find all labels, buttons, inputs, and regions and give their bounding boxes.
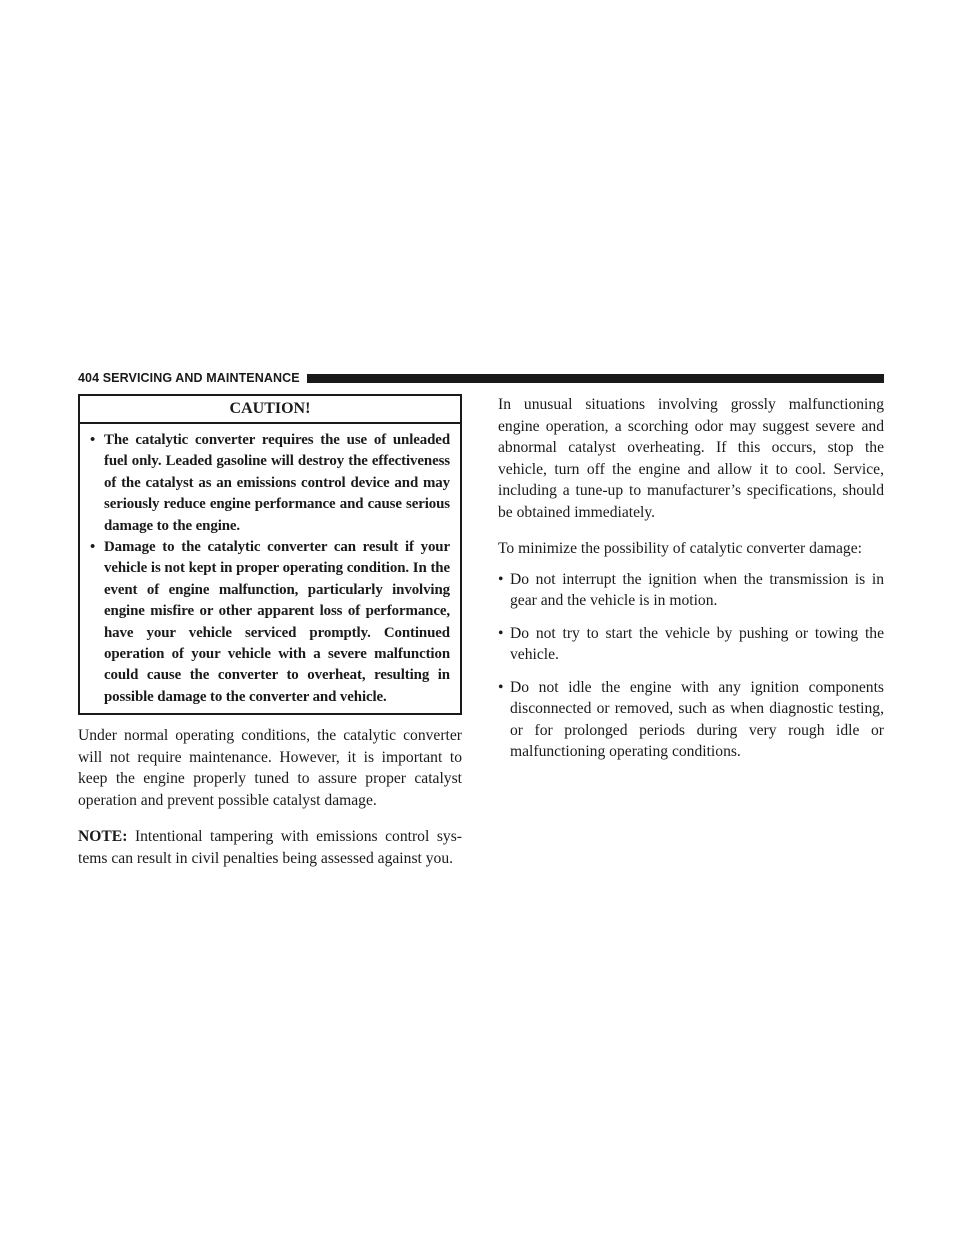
list-item: • Do not idle the engine with any ignition components disconnected or removed, such as when diagnostic testing, or for prolonged periods during very rough idle or malfunctioning operating conditions. — [498, 678, 884, 760]
damage-intro: To minimize the possibility of catalytic converter damage: — [498, 540, 862, 557]
right-column — [498, 394, 884, 774]
section-title: SERVICING AND MAINTENANCE — [102, 371, 300, 385]
caution-box — [78, 394, 462, 715]
page-number: 404 — [78, 371, 100, 385]
list-item: • Do not interrupt the ignition when the transmission is in gear and the vehicle is in motion. — [498, 570, 884, 609]
prevention-list — [498, 569, 884, 763]
header-rule — [307, 374, 884, 383]
bullet-icon: • — [90, 539, 96, 556]
caution-caption: CAUTION! — [80, 396, 460, 424]
bullet-icon: • — [498, 570, 504, 588]
caution-item: • Damage to the catalytic converter can result if your vehicle is not kept in proper operating condition. In the event of engine malfunction, particularly involving engine misfire or other apparent loss of performance, have your vehicle serviced promptly. Continued operation of your vehicle with a severe malfunction could cause the converter to overheat, resulting in possible damage to the converter and vehicle. — [90, 539, 450, 705]
bullet-icon: • — [90, 432, 96, 448]
maintenance-paragraph: Under normal operating conditions, the catalytic converter will not require maintenance. However, it is important to keep the engine properly tuned to assure proper catalyst operation and prevent possible catalyst damage. — [78, 727, 462, 809]
note-label: NOTE: — [78, 828, 128, 846]
left-column — [78, 394, 462, 869]
note-text: Intentional tampering with emissions control systems can result in civil penalties being assessed against you. — [78, 828, 462, 867]
caution-list — [90, 430, 450, 708]
bullet-icon: • — [498, 624, 504, 642]
note-paragraph — [78, 826, 462, 869]
list-item: • Do not try to start the vehicle by pushing or towing the vehicle. — [498, 624, 884, 663]
page-header — [78, 371, 884, 385]
caution-item: • The catalytic converter requires the use of unleaded fuel only. Leaded gasoline will destroy the effectiveness of the catalyst as an emissions control device and may seriously reduce engine performance and cause serious damage to the engine. — [90, 432, 450, 534]
overheating-paragraph: In unusual situations involving grossly malfunctioning engine operation, a scorching odor may suggest severe and abnormal catalyst overheating. If this occurs, stop the vehicle, turn off the engine and allow it to cool. Service, including a tune-up to manufacturer’s specifications, should be obtained immediately. — [498, 396, 884, 521]
bullet-icon: • — [498, 678, 504, 696]
header-title — [78, 371, 300, 385]
